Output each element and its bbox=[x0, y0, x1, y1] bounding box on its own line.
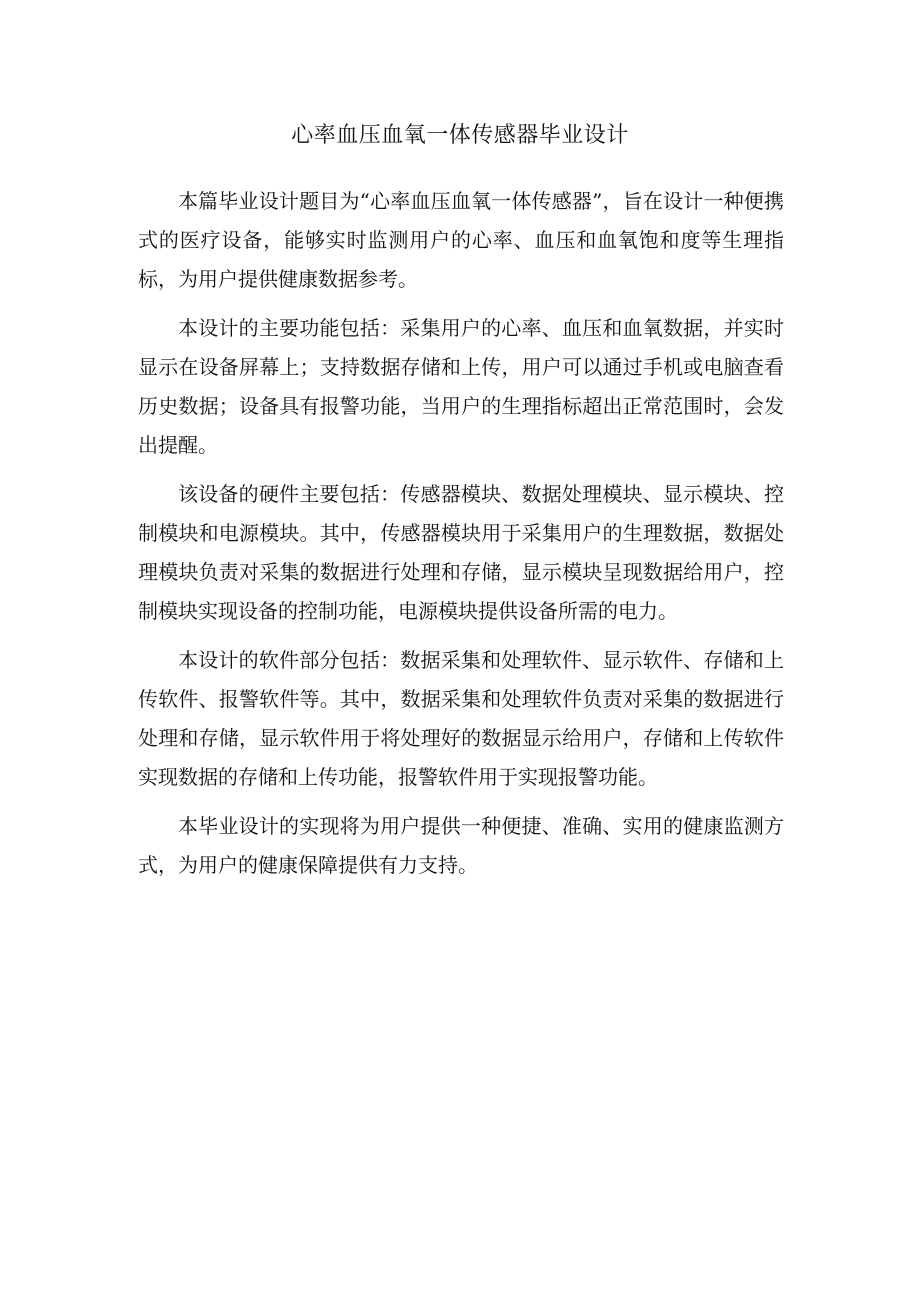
document-title: 心率血压血氧一体传感器毕业设计 bbox=[291, 123, 629, 148]
paragraph-hardware: 该设备的硬件主要包括：传感器模块、数据处理模块、显示模块、控制模块和电源模块。其中，传感器模块用于采集用户的生理数据，数据处理模块负责对采集的数据进行处理和存储，显示模块呈现数据给用户，控制模块实现设备的控制功能，电源模块提供设备所需的电力。 bbox=[138, 482, 784, 623]
paragraph-conclusion: 本毕业设计的实现将为用户提供一种便捷、准确、实用的健康监测方式，为用户的健康保障提供有力支持。 bbox=[138, 814, 784, 877]
paragraph-software: 本设计的软件部分包括：数据采集和处理软件、显示软件、存储和上传软件、报警软件等。其中，数据采集和处理软件负责对采集的数据进行处理和存储，显示软件用于将处理好的数据显示给用户，存储和上传软件实现数据的存储和上传功能，报警软件用于实现报警功能。 bbox=[138, 648, 784, 789]
document-body bbox=[138, 182, 784, 895]
paragraph-intro: 本篇毕业设计题目为“心率血压血氧一体传感器”，旨在设计一种便携式的医疗设备，能够实时监测用户的心率、血压和血氧饱和度等生理指标，为用户提供健康数据参考。 bbox=[138, 189, 784, 291]
paragraph-functions: 本设计的主要功能包括：采集用户的心率、血压和血氧数据，并实时显示在设备屏幕上；支持数据存储和上传，用户可以通过手机或电脑查看历史数据；设备具有报警功能，当用户的生理指标超出正常范围时，会发出提醒。 bbox=[138, 316, 784, 457]
